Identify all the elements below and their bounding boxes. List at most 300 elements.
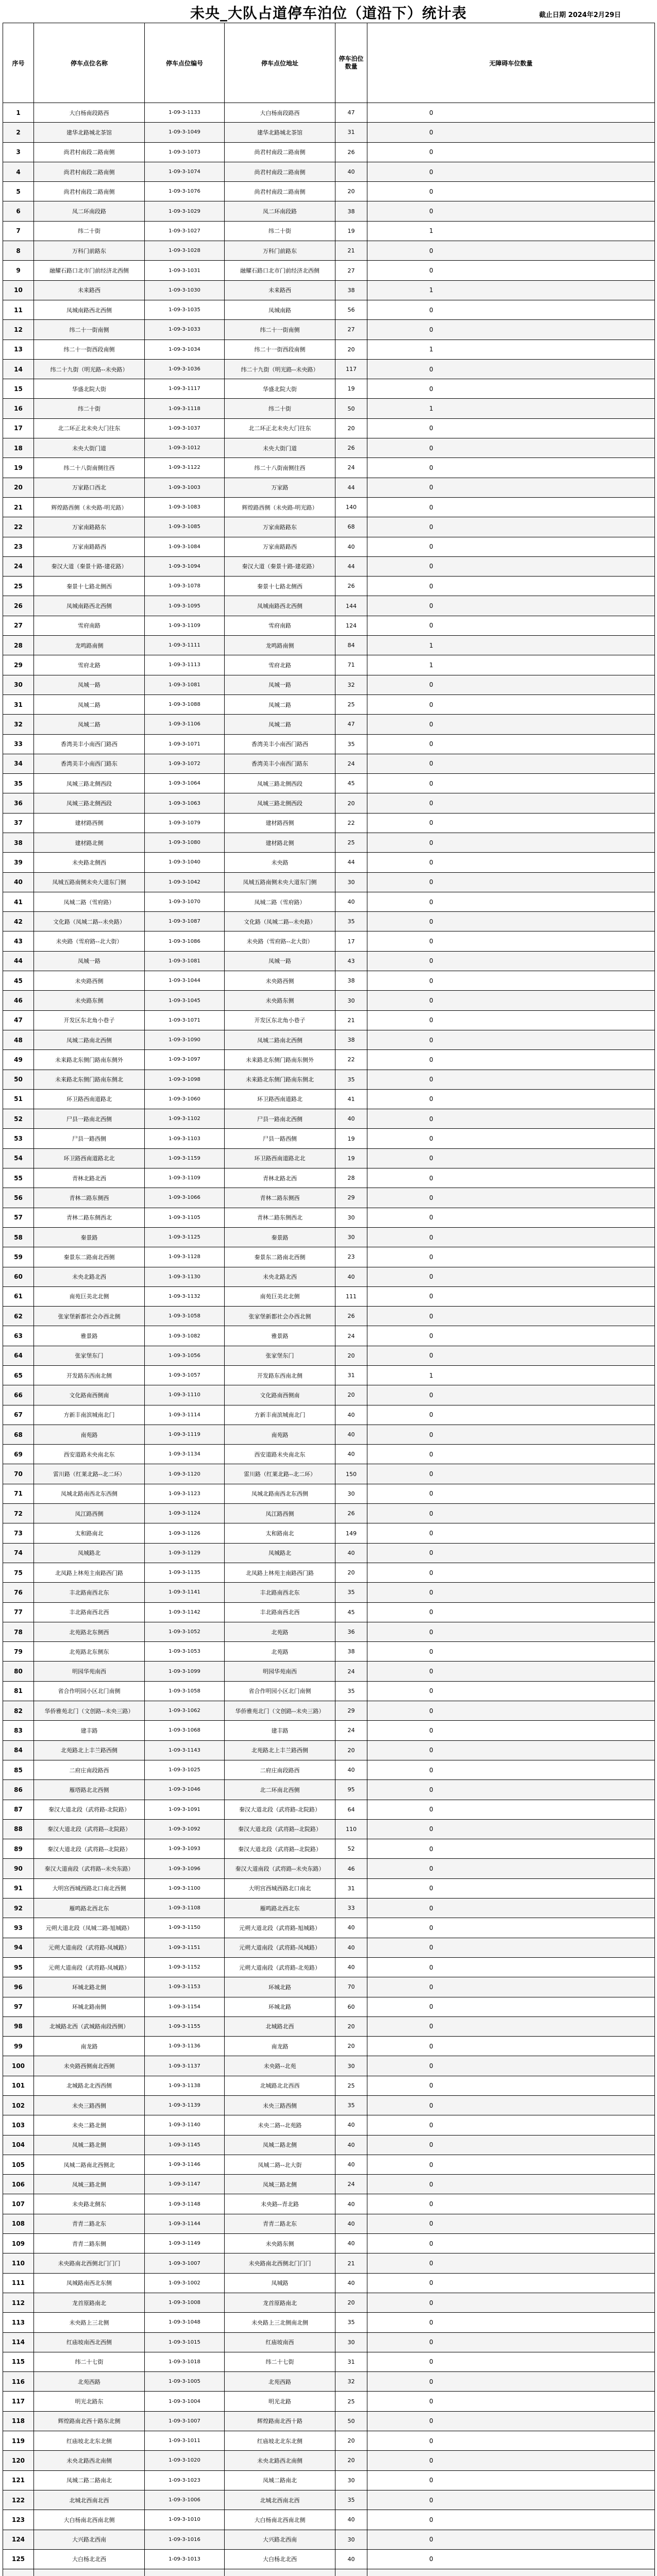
row-accessible-count: 0 (367, 833, 655, 852)
table-row (3, 1819, 655, 1839)
row-index: 25 (3, 577, 34, 596)
row-spot-count: 20 (335, 1740, 367, 1760)
row-point-code: 1-09-3-1081 (145, 675, 225, 694)
table-row (3, 1642, 655, 1662)
row-index: 24 (3, 556, 34, 576)
row-accessible-count: 0 (367, 1800, 655, 1819)
row-point-name: 北苑西路 (34, 2372, 145, 2392)
table-row (3, 221, 655, 241)
row-point-code: 1-09-3-1071 (145, 734, 225, 754)
row-accessible-count: 0 (367, 320, 655, 340)
row-point-name: 秦景东二路南北西侧 (34, 1247, 145, 1267)
row-point-address: 北城路北西 (225, 2016, 335, 2036)
row-accessible-count: 0 (367, 2194, 655, 2214)
row-spot-count: 25 (335, 2392, 367, 2411)
row-point-code: 1-09-3-1129 (145, 1543, 225, 1563)
row-index: 15 (3, 379, 34, 399)
row-point-address: 元朔大道南段（武将路-凤城路） (225, 1938, 335, 1957)
row-accessible-count: 0 (367, 2411, 655, 2431)
row-point-name: 文化路（凤城二路--未央路） (34, 912, 145, 931)
row-accessible-count: 0 (367, 458, 655, 478)
row-index: 91 (3, 1878, 34, 1898)
table-row (3, 1425, 655, 1444)
row-point-address: 丰北路南西北西 (225, 1602, 335, 1622)
table-row (3, 2214, 655, 2233)
row-point-name: 万科门前路东 (34, 241, 145, 261)
row-point-code: 1-09-3-1028 (145, 241, 225, 261)
row-accessible-count: 0 (367, 418, 655, 438)
row-index: 36 (3, 793, 34, 813)
row-point-code: 1-09-3-1118 (145, 399, 225, 418)
table-row (3, 2392, 655, 2411)
row-accessible-count: 0 (367, 1819, 655, 1839)
row-point-code: 1-09-3-1030 (145, 280, 225, 300)
row-point-address: 香湾美丰小南西门路西 (225, 734, 335, 754)
row-point-name: 万家南路路西 (34, 537, 145, 556)
table-row (3, 1721, 655, 1740)
row-accessible-count: 0 (367, 2431, 655, 2451)
row-point-code: 1-09-3-1073 (145, 142, 225, 162)
row-point-name: 凤城五路南侧未央大道东门侧 (34, 872, 145, 892)
table-row (3, 675, 655, 694)
row-spot-count: 35 (335, 2490, 367, 2510)
row-index: 14 (3, 359, 34, 379)
row-accessible-count: 0 (367, 1780, 655, 1800)
row-point-address: 尚君村南段二路南侧 (225, 182, 335, 201)
table-row (3, 1918, 655, 1938)
table-row (3, 2569, 655, 2576)
row-point-address: 辉煌路南北西十路 (225, 2411, 335, 2431)
row-index: 68 (3, 1425, 34, 1444)
row-accessible-count: 0 (367, 1445, 655, 1464)
row-point-name: 凤城三路北侧 (34, 2175, 145, 2194)
row-accessible-count: 1 (367, 280, 655, 300)
row-point-address: 元朔大道北段（武将路-旭城路） (225, 1918, 335, 1938)
row-index: 52 (3, 1109, 34, 1129)
row-index: 11 (3, 300, 34, 319)
row-point-address: 凤城二路北侧 (225, 2135, 335, 2155)
table-row (3, 1543, 655, 1563)
row-index: 78 (3, 1622, 34, 1641)
row-accessible-count: 0 (367, 2253, 655, 2273)
table-row (3, 1878, 655, 1898)
col-header-count-label: 停车泊位数量 (339, 55, 364, 70)
row-point-name: 未央路（雪府路--北大街） (34, 931, 145, 951)
row-point-code: 1-09-3-1099 (145, 1662, 225, 1681)
row-accessible-count: 0 (367, 2451, 655, 2470)
row-point-name: 凤城南路西北西侧 (34, 300, 145, 319)
row-point-name: 方新丰南滨城南北门 (34, 1405, 145, 1425)
row-point-address: 青青二路北东 (225, 2214, 335, 2233)
row-point-address: 建材路北侧 (225, 833, 335, 852)
row-index: 26 (3, 596, 34, 616)
row-accessible-count: 0 (367, 853, 655, 872)
row-spot-count: 35 (335, 1070, 367, 1089)
table-row (3, 971, 655, 991)
table-row (3, 1070, 655, 1089)
row-spot-count: 20 (335, 2016, 367, 2036)
row-spot-count: 40 (335, 2115, 367, 2135)
row-accessible-count: 0 (367, 2016, 655, 2036)
table-row (3, 1227, 655, 1247)
row-point-name: 凤城三路北侧西段 (34, 774, 145, 793)
row-point-name: 未央路西侧 (34, 971, 145, 991)
row-point-address: 青林北路北西 (225, 1168, 335, 1188)
row-index: 94 (3, 1938, 34, 1957)
row-point-code: 1-09-3-1126 (145, 1523, 225, 1543)
row-point-name: 雪府南路 (34, 616, 145, 635)
row-index: 118 (3, 2411, 34, 2431)
row-index: 17 (3, 418, 34, 438)
row-accessible-count: 0 (367, 793, 655, 813)
row-point-address: 凤城一路 (225, 675, 335, 694)
row-accessible-count: 0 (367, 2510, 655, 2530)
row-point-name: 环卫路西南道路北 (34, 1089, 145, 1109)
row-point-code: 1-09-3-1155 (145, 2016, 225, 2036)
row-spot-count: 20 (335, 2451, 367, 2470)
row-index: 107 (3, 2194, 34, 2214)
table-row (3, 2431, 655, 2451)
row-spot-count: 47 (335, 715, 367, 734)
row-spot-count: 20 (335, 418, 367, 438)
row-index: 105 (3, 2155, 34, 2174)
row-point-code: 1-09-3-1064 (145, 774, 225, 793)
row-accessible-count: 0 (367, 951, 655, 971)
row-point-name: 红庙坡南西北西侧 (34, 2332, 145, 2352)
row-index: 32 (3, 715, 34, 734)
sheet-header (0, 0, 657, 24)
row-point-name: 万家南路路东 (34, 517, 145, 537)
row-index: 10 (3, 280, 34, 300)
row-spot-count: 26 (335, 142, 367, 162)
row-spot-count: 35 (335, 2095, 367, 2115)
row-point-code: 1-09-3-1007 (145, 2411, 225, 2431)
row-index: 81 (3, 1681, 34, 1701)
row-index: 23 (3, 537, 34, 556)
row-index: 123 (3, 2510, 34, 2530)
row-spot-count: 71 (335, 655, 367, 675)
row-point-name: 大明宫西城西路北口南北西侧 (34, 1878, 145, 1898)
row-accessible-count: 0 (367, 1642, 655, 1662)
row-point-name: 未央路北侧东 (34, 2194, 145, 2214)
row-point-code: 1-09-3-1007 (145, 2253, 225, 2273)
table-row (3, 201, 655, 221)
row-accessible-count: 0 (367, 1681, 655, 1701)
row-point-address: 未央路东侧 (225, 991, 335, 1010)
row-spot-count: 24 (335, 1662, 367, 1681)
row-index: 5 (3, 182, 34, 201)
row-point-name: 未央路东侧 (34, 991, 145, 1010)
row-spot-count: 124 (335, 616, 367, 635)
table-body (3, 103, 655, 2576)
row-point-code: 1-09-3-1087 (145, 912, 225, 931)
row-point-code: 1-09-3-1010 (145, 2510, 225, 2530)
row-accessible-count: 0 (367, 2214, 655, 2233)
row-point-code: 1-09-3-1141 (145, 1583, 225, 1602)
row-point-name: 北凤路上林苑主南路西门路 (34, 1563, 145, 1582)
table-row (3, 458, 655, 478)
table-row (3, 241, 655, 261)
row-point-name: 建材路西侧 (34, 813, 145, 833)
row-point-name: 未央路上三北侧 (34, 2313, 145, 2332)
table-row (3, 991, 655, 1010)
row-accessible-count: 0 (367, 1899, 655, 1918)
row-spot-count: 35 (335, 1583, 367, 1602)
row-spot-count: 20 (335, 182, 367, 201)
row-point-code: 1-09-3-1093 (145, 1839, 225, 1859)
row-accessible-count: 0 (367, 1543, 655, 1563)
table-row (3, 1977, 655, 1997)
row-point-name: 华侨雅苑北门（文创路--未央三路） (34, 1701, 145, 1721)
row-spot-count: 30 (335, 1227, 367, 1247)
row-accessible-count: 0 (367, 1385, 655, 1405)
row-index: 7 (3, 221, 34, 241)
row-point-name: 北城路北西（武城路南段西侧） (34, 2016, 145, 2036)
row-point-name: 龙鸣路南侧 (34, 636, 145, 655)
row-spot-count: 32 (335, 2372, 367, 2392)
row-point-code: 1-09-3-1117 (145, 379, 225, 399)
row-point-address: 秦景路 (225, 1227, 335, 1247)
row-point-address: 凤城三路北侧 (225, 2175, 335, 2194)
row-index: 1 (3, 103, 34, 123)
row-point-code: 1-09-3-1088 (145, 694, 225, 714)
table-row (3, 2056, 655, 2076)
row-point-address: 明光北路 (225, 2392, 335, 2411)
row-point-code: 1-09-3-1098 (145, 1070, 225, 1089)
row-point-address: 大白杨南段路西 (225, 103, 335, 123)
row-point-name: 元朔大道北段（凤城二路-旭城路） (34, 1918, 145, 1938)
row-point-code: 1-09-3-1083 (145, 497, 225, 517)
row-spot-count: 40 (335, 1918, 367, 1938)
row-spot-count: 30 (335, 991, 367, 1010)
page-title: 未央_大队占道停车泊位（道沿下）统计表 (190, 5, 467, 22)
row-point-name: 张家堡东门 (34, 1346, 145, 1365)
row-spot-count: 52 (335, 1839, 367, 1859)
row-spot-count: 35 (335, 912, 367, 931)
table-row (3, 2313, 655, 2332)
row-point-code: 1-09-3-1144 (145, 2214, 225, 2233)
row-point-name: 青青二路东侧 (34, 2234, 145, 2253)
row-point-address: 未来路西 (225, 280, 335, 300)
row-spot-count: 35 (335, 1681, 367, 1701)
col-header-idx: 序号 (3, 23, 34, 103)
row-index: 84 (3, 1740, 34, 1760)
row-spot-count: 40 (335, 162, 367, 181)
row-index: 62 (3, 1307, 34, 1326)
row-point-code: 1-09-3-1105 (145, 1208, 225, 1227)
row-spot-count: 26 (335, 1504, 367, 1523)
table-row (3, 616, 655, 635)
row-spot-count: 20 (335, 1346, 367, 1365)
row-point-code: 1-09-3-1124 (145, 1504, 225, 1523)
row-point-address: 秦景东二路南北西侧 (225, 1247, 335, 1267)
row-point-code: 1-09-3-1034 (145, 340, 225, 359)
row-point-address: 凤城二路（雪府路） (225, 892, 335, 911)
row-spot-count: 20 (335, 2293, 367, 2312)
table-row (3, 1109, 655, 1129)
row-accessible-count: 0 (367, 517, 655, 537)
row-point-name: 辉煌路南北西十路东北侧 (34, 2411, 145, 2431)
row-point-name: 纬二十街 (34, 399, 145, 418)
row-spot-count: 26 (335, 438, 367, 458)
row-accessible-count: 0 (367, 577, 655, 596)
row-accessible-count: 0 (367, 1977, 655, 1997)
table-row (3, 2451, 655, 2470)
row-point-code: 1-09-3-1044 (145, 971, 225, 991)
row-spot-count: 17 (335, 931, 367, 951)
row-index: 67 (3, 1405, 34, 1425)
table-row (3, 1701, 655, 1721)
table-row (3, 2016, 655, 2036)
row-index: 103 (3, 2115, 34, 2135)
row-accessible-count: 0 (367, 2135, 655, 2155)
row-point-code: 1-09-3-1122 (145, 458, 225, 478)
row-point-name: 尸县一路西侧 (34, 1129, 145, 1148)
row-accessible-count: 0 (367, 379, 655, 399)
row-point-name: 尚君村南段二路南侧 (34, 162, 145, 181)
row-index: 46 (3, 991, 34, 1010)
table-row (3, 1445, 655, 1464)
row-spot-count: 38 (335, 201, 367, 221)
row-point-address: 凤城南路西北西侧 (225, 596, 335, 616)
row-accessible-count: 0 (367, 715, 655, 734)
row-point-code: 1-09-3-1108 (145, 1899, 225, 1918)
table-row (3, 1602, 655, 1622)
row-index: 116 (3, 2372, 34, 2392)
row-point-code: 1-09-3-1058 (145, 1681, 225, 1701)
row-point-address: 大白杨北北西 (225, 2549, 335, 2569)
row-point-name: 秦景十七路北侧西 (34, 577, 145, 596)
row-accessible-count: 0 (367, 1070, 655, 1089)
row-spot-count: 31 (335, 1366, 367, 1385)
row-point-address: 北苑路北上丰兰路西侧 (225, 1740, 335, 1760)
row-point-code: 1-09-3-1106 (145, 715, 225, 734)
table-row (3, 537, 655, 556)
row-point-address: 张家堡东门 (225, 1346, 335, 1365)
table-row (3, 556, 655, 576)
row-point-address: 尸县一路南北西侧 (225, 1109, 335, 1129)
row-spot-count: 46 (335, 1859, 367, 1878)
row-point-name: 大白杨南段路西 (34, 103, 145, 123)
row-point-name: 未来路西 (34, 280, 145, 300)
row-point-address: 未央路上三北侧南北侧 (225, 2313, 335, 2332)
row-index: 85 (3, 1760, 34, 1780)
row-point-address: 凤江路西侧 (225, 1504, 335, 1523)
row-spot-count: 27 (335, 320, 367, 340)
table-row (3, 1168, 655, 1188)
table-row (3, 853, 655, 872)
row-index (3, 2569, 34, 2576)
row-point-name: 未央北路西北南侧 (34, 2451, 145, 2470)
table-row (3, 1089, 655, 1109)
table-row (3, 1307, 655, 1326)
row-point-address: 纬二十一街南侧 (225, 320, 335, 340)
table-row (3, 1899, 655, 1918)
row-point-address: 未央大街门道 (225, 438, 335, 458)
table-row (3, 715, 655, 734)
row-index: 42 (3, 912, 34, 931)
row-spot-count: 45 (335, 774, 367, 793)
deadline-date: 截止日期 2024年2月29日 (539, 11, 621, 19)
row-accessible-count: 0 (367, 1109, 655, 1129)
row-point-code: 1-09-3-1111 (145, 636, 225, 655)
table-row (3, 2490, 655, 2510)
col-header-addr: 停车点位地址 (225, 23, 335, 103)
row-point-address: 建材路西侧 (225, 813, 335, 833)
row-spot-count: 24 (335, 2175, 367, 2194)
row-point-code: 1-09-3-1002 (145, 2273, 225, 2293)
row-point-address: 凤城二路 (225, 715, 335, 734)
row-index: 51 (3, 1089, 34, 1109)
row-point-name: 融耀石路口北市门前经济北西侧 (34, 261, 145, 280)
row-accessible-count: 1 (367, 1366, 655, 1385)
row-point-name: 尚君村南段二路南侧 (34, 142, 145, 162)
row-accessible-count: 0 (367, 1583, 655, 1602)
row-point-name: 青林二路东侧西 (34, 1188, 145, 1208)
row-spot-count: 56 (335, 300, 367, 319)
row-point-name: 西安道路未央南北东 (34, 1445, 145, 1464)
row-point-code: 1-09-3-1113 (145, 655, 225, 675)
row-accessible-count: 0 (367, 1662, 655, 1681)
row-point-address: 香湾美丰小南西门路东 (225, 754, 335, 773)
row-point-address: 未央路（雪府路--北大街） (225, 931, 335, 951)
row-point-code: 1-09-3-1042 (145, 872, 225, 892)
row-point-address: 南龙路 (225, 2037, 335, 2056)
row-accessible-count: 0 (367, 359, 655, 379)
row-point-address: 未央路南北西侧北门门门 (225, 2253, 335, 2273)
row-accessible-count: 0 (367, 1267, 655, 1286)
row-point-name: 北二环正北未央大门往东 (34, 418, 145, 438)
row-index: 34 (3, 754, 34, 773)
row-accessible-count: 0 (367, 971, 655, 991)
row-point-code: 1-09-3-1084 (145, 537, 225, 556)
row-index: 28 (3, 636, 34, 655)
row-point-name: 秦汉大道南段（武将路--未央东路） (34, 1859, 145, 1878)
row-spot-count: 24 (335, 1721, 367, 1740)
row-spot-count: 20 (335, 340, 367, 359)
row-spot-count: 32 (335, 675, 367, 694)
table-row (3, 1740, 655, 1760)
row-point-name: 未央路南北西侧北门门门 (34, 2253, 145, 2273)
table-row (3, 261, 655, 280)
row-point-name: 未央二路北侧 (34, 2115, 145, 2135)
row-spot-count: 20 (335, 2037, 367, 2056)
row-point-name: 凤城二路南北西侧北 (34, 2155, 145, 2174)
row-spot-count: 40 (335, 537, 367, 556)
row-spot-count: 40 (335, 1405, 367, 1425)
row-index: 59 (3, 1247, 34, 1267)
row-point-code: 1-09-3-1008 (145, 2293, 225, 2312)
row-point-code: 1-09-3-1005 (145, 2372, 225, 2392)
row-point-name: 秦汉大道北段（武将路--北院路） (34, 1819, 145, 1839)
row-accessible-count: 0 (367, 694, 655, 714)
row-point-address: 环城北路 (225, 1977, 335, 1997)
row-index: 4 (3, 162, 34, 181)
row-point-code: 1-09-3-1074 (145, 162, 225, 181)
col-header-count (335, 23, 367, 103)
row-index: 112 (3, 2293, 34, 2312)
row-point-name: 凤城一路 (34, 675, 145, 694)
row-point-address: 万科门前路东 (225, 241, 335, 261)
row-point-name: 凤城二路南北西侧 (34, 1030, 145, 1049)
row-index: 16 (3, 399, 34, 418)
row-spot-count: 26 (335, 577, 367, 596)
table-row (3, 2273, 655, 2293)
row-point-address: 元朔大道南段（武将路-北苑路） (225, 1957, 335, 1977)
row-index: 96 (3, 1977, 34, 1997)
row-point-name: 万家路口西北 (34, 478, 145, 497)
row-point-address: 纬二十一街西段南侧 (225, 340, 335, 359)
